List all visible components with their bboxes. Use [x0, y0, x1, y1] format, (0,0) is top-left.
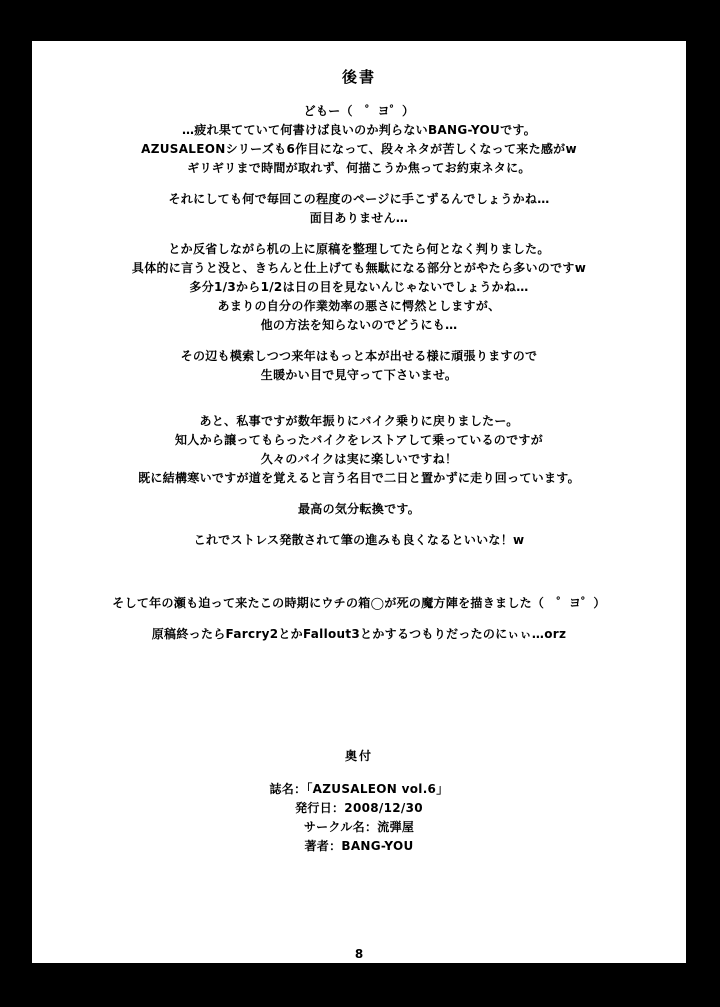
afterword-line: これでストレス発散されて筆の進みも良くなるといいな！w [193, 533, 525, 547]
afterword-line: あと、私事ですが数年振りにバイク乗りに戻りましたー。 [199, 414, 519, 428]
colophon-line: 発行日：2008/12/30 [295, 801, 423, 815]
afterword-line: その辺も模索しつつ来年はもっと本が出せる様に頑張りますので [180, 349, 538, 363]
afterword-line: 生暖かい目で見守って下さいませ。 [260, 368, 458, 382]
afterword-line: 原稿終ったらFarcry2とかFallout3とかするつもりだったのにぃぃ…orz [151, 627, 567, 641]
colophon-line: 著者：BANG-YOU [304, 839, 414, 853]
afterword-line: あまりの自分の作業効率の悪さに愕然としますが、 [217, 299, 501, 313]
afterword-line: 具体的に言うと没と、きちんと仕上げても無駄になる部分とがやたら多いのですw [131, 261, 587, 275]
afterword-line: どもー（ ゜ヨ゜） [303, 104, 415, 118]
afterword-line: 久々のバイクは実に楽しいですね！ [260, 452, 458, 466]
colophon-line: 誌名：「AZUSALEON vol.6」 [269, 782, 449, 796]
afterword-line: 最高の気分転換です。 [297, 502, 421, 516]
document-page [32, 41, 686, 963]
afterword-line: ギリギリまで時間が取れず、何描こうか焦ってお約束ネタに。 [187, 161, 531, 175]
colophon-title: 奥付 [344, 749, 373, 763]
afterword-line: 既に結構寒いですが道を覚えると言う名目で二日と置かずに走り回っています。 [138, 471, 580, 485]
afterword-line: AZUSALEONシリーズも6作目になって、段々ネタが苦しくなって来た感がw [141, 142, 577, 156]
afterword-line: とか反省しながら机の上に原稿を整理してたら何となく判りました。 [168, 242, 550, 256]
afterword-line: 他の方法を知らないのでどうにも… [260, 318, 458, 332]
colophon-line: サークル名：流弾屋 [303, 820, 415, 834]
afterword-line: そして年の瀬も迫って来たこの時期にウチの箱◯が死の魔方陣を描きました（ ゜ヨ゜） [112, 596, 606, 610]
afterword-line: 知人から譲ってもらったバイクをレストアして乗っているのですが [174, 433, 544, 447]
afterword-line: 多分1/3から1/2は日の目を見ないんじゃないでしょうかね… [189, 280, 529, 294]
afterword-line: それにしても何で毎回この程度のページに手こずるんでしょうかね… [168, 192, 550, 206]
afterword-title: 後書 [341, 68, 376, 86]
page-number: 8 [354, 947, 364, 961]
afterword-line: 面目ありません… [309, 211, 409, 225]
afterword-line: …疲れ果てていて何書けば良いのか判らないBANG-YOUです。 [181, 123, 537, 137]
